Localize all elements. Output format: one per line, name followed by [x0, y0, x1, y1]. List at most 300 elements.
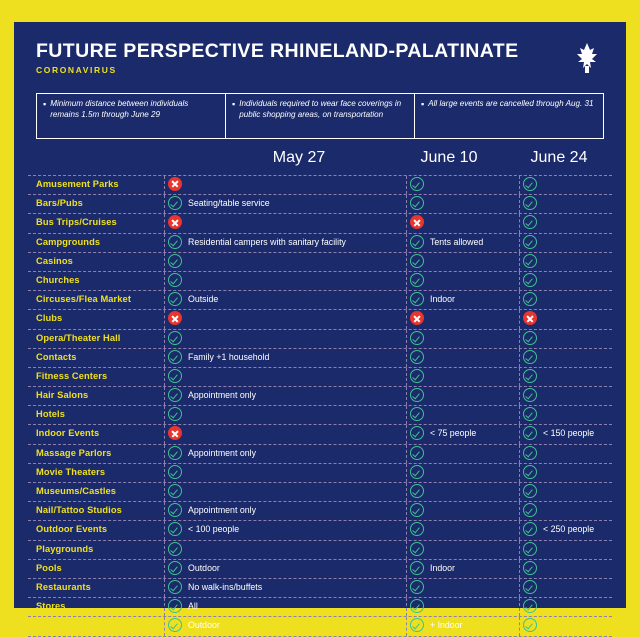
check-icon — [168, 369, 182, 383]
table-cell — [410, 331, 424, 345]
column-divider-3 — [519, 406, 520, 424]
table-cell — [523, 426, 594, 440]
note-text: All large events are cancelled through Aug. 31 — [428, 99, 594, 108]
cell-note: Indoor — [430, 562, 455, 573]
table-cell — [523, 388, 537, 402]
column-divider-3 — [519, 598, 520, 616]
table-cell — [168, 465, 182, 479]
check-icon — [523, 561, 537, 575]
table-row — [28, 368, 612, 387]
table-row — [28, 502, 612, 521]
column-divider-1 — [164, 253, 165, 271]
column-divider-1 — [164, 502, 165, 520]
check-icon — [168, 273, 182, 287]
table-row — [28, 464, 612, 483]
table-cell — [523, 446, 537, 460]
bullet-icon: ▪ — [232, 99, 236, 109]
table-row — [28, 195, 612, 214]
column-divider-2 — [406, 195, 407, 213]
table-cell — [168, 331, 182, 345]
column-divider-3 — [519, 445, 520, 463]
table-row — [28, 425, 612, 444]
table-row — [28, 483, 612, 502]
check-icon — [523, 254, 537, 268]
table-cell — [410, 388, 424, 402]
table-cell — [410, 484, 424, 498]
check-icon — [168, 599, 182, 613]
column-divider-1 — [164, 406, 165, 424]
check-icon — [410, 254, 424, 268]
table-cell — [523, 177, 537, 191]
cell-note: No walk-ins/buffets — [188, 581, 263, 592]
table-cell — [168, 177, 182, 191]
table-cell — [523, 503, 537, 517]
bullet-icon: ▪ — [421, 99, 425, 109]
check-icon — [523, 503, 537, 517]
column-divider-1 — [164, 483, 165, 501]
row-label: Casinos — [36, 255, 73, 266]
table-row — [28, 253, 612, 272]
column-divider-3 — [519, 560, 520, 578]
column-divider-2 — [406, 349, 407, 367]
cell-note: All — [188, 601, 198, 612]
row-label: Hair Salons — [36, 390, 89, 401]
column-divider-1 — [164, 598, 165, 616]
table-cell — [168, 484, 182, 498]
check-icon — [168, 580, 182, 594]
check-icon — [410, 196, 424, 210]
column-divider-3 — [519, 349, 520, 367]
column-divider-3 — [519, 368, 520, 386]
column-divider-2 — [406, 445, 407, 463]
check-icon — [523, 522, 537, 536]
column-divider-2 — [406, 617, 407, 635]
column-divider-3 — [519, 464, 520, 482]
row-label: Restaurants — [36, 581, 91, 592]
table-cell — [523, 599, 537, 613]
table-row — [28, 617, 612, 636]
row-label: Circuses/Flea Market — [36, 294, 132, 305]
table-cell — [168, 599, 198, 613]
column-divider-3 — [519, 521, 520, 539]
eagle-icon — [574, 42, 600, 74]
column-divider-1 — [164, 349, 165, 367]
table-cell — [410, 618, 463, 632]
table-cell — [410, 177, 424, 191]
cell-note: < 100 people — [188, 524, 240, 535]
column-divider-2 — [406, 502, 407, 520]
column-divider-3 — [519, 176, 520, 194]
check-icon — [523, 407, 537, 421]
check-icon — [168, 446, 182, 460]
table-row — [28, 349, 612, 368]
cross-icon — [523, 311, 537, 325]
table-cell — [523, 215, 537, 229]
table-cell — [410, 235, 483, 249]
page-title: FUTURE PERSPECTIVE RHINELAND-PALATINATE — [36, 40, 519, 62]
column-divider-2 — [406, 541, 407, 559]
row-label: Amusement Parks — [36, 179, 119, 189]
column-divider-1 — [164, 214, 165, 232]
table-cell — [410, 465, 424, 479]
check-icon — [410, 561, 424, 575]
column-divider-1 — [164, 195, 165, 213]
check-icon — [523, 618, 537, 632]
row-label: Playgrounds — [36, 543, 94, 554]
column-divider-2 — [406, 406, 407, 424]
table-cell — [168, 407, 182, 421]
table-cell — [168, 446, 256, 460]
check-icon — [410, 273, 424, 287]
column-divider-3 — [519, 253, 520, 271]
table-cell — [168, 542, 182, 556]
check-icon — [410, 331, 424, 345]
table-cell — [523, 542, 537, 556]
row-label: Churches — [36, 274, 80, 285]
table-cell — [168, 522, 239, 536]
table-cell — [168, 196, 270, 210]
column-divider-1 — [164, 445, 165, 463]
table-cell — [168, 369, 182, 383]
column-divider-3 — [519, 291, 520, 309]
check-icon — [523, 215, 537, 229]
check-icon — [410, 426, 424, 440]
cell-note: Residential campers with sanitary facility — [188, 236, 346, 247]
table-cell — [168, 350, 269, 364]
check-icon — [410, 484, 424, 498]
column-divider-3 — [519, 387, 520, 405]
check-icon — [523, 542, 537, 556]
table-cell — [523, 465, 537, 479]
table-cell — [410, 561, 455, 575]
table-cell — [410, 426, 476, 440]
check-icon — [523, 350, 537, 364]
column-divider-2 — [406, 598, 407, 616]
column-divider-2 — [406, 560, 407, 578]
check-icon — [523, 599, 537, 613]
column-divider-2 — [406, 368, 407, 386]
check-icon — [168, 388, 182, 402]
cell-note: < 250 people — [543, 524, 595, 535]
column-divider-3 — [519, 330, 520, 348]
column-divider-3 — [519, 502, 520, 520]
column-divider-2 — [406, 253, 407, 271]
table-cell — [523, 273, 537, 287]
cell-note: Outdoor — [188, 620, 220, 631]
column-divider-1 — [164, 579, 165, 597]
check-icon — [410, 446, 424, 460]
check-icon — [523, 465, 537, 479]
note-item — [226, 94, 415, 138]
table-cell — [410, 542, 424, 556]
table-cell — [410, 369, 424, 383]
column-divider-2 — [406, 272, 407, 290]
table-cell — [168, 503, 256, 517]
row-label: Opera/Theater Hall — [36, 332, 121, 343]
table-cell — [523, 292, 537, 306]
table-cell — [410, 503, 424, 517]
column-divider-2 — [406, 291, 407, 309]
cell-note: Outdoor — [188, 562, 220, 573]
table-cell — [168, 235, 346, 249]
check-icon — [523, 369, 537, 383]
column-divider-2 — [406, 214, 407, 232]
check-icon — [410, 542, 424, 556]
row-label: Clubs — [36, 313, 63, 324]
column-divider-3 — [519, 541, 520, 559]
column-divider-3 — [519, 617, 520, 635]
cell-note: Appointment only — [188, 505, 256, 516]
table-cell — [410, 522, 424, 536]
row-label: Movie Theaters — [36, 466, 106, 477]
table-cell — [523, 369, 537, 383]
table-cell — [523, 254, 537, 268]
column-divider-1 — [164, 521, 165, 539]
column-divider-2 — [406, 387, 407, 405]
check-icon — [523, 484, 537, 498]
cell-note: < 75 people — [430, 428, 477, 439]
cell-note: Appointment only — [188, 390, 256, 401]
row-label: Campgrounds — [36, 236, 101, 247]
check-icon — [168, 522, 182, 536]
note-text: Minimum distance between individuals remains 1.5m through June 29 — [50, 99, 189, 119]
check-icon — [523, 235, 537, 249]
table-cell — [410, 350, 424, 364]
column-divider-1 — [164, 368, 165, 386]
table-row — [28, 560, 612, 579]
cell-note: Tents allowed — [430, 236, 484, 247]
table-cell — [410, 273, 424, 287]
table-cell — [410, 446, 424, 460]
column-divider-1 — [164, 176, 165, 194]
table-cell — [168, 580, 262, 594]
table-cell — [523, 561, 537, 575]
check-icon — [523, 580, 537, 594]
table-row — [28, 310, 612, 329]
table-cell — [410, 196, 424, 210]
table-cell — [410, 215, 424, 229]
table-cell — [168, 273, 182, 287]
check-icon — [168, 331, 182, 345]
check-icon — [168, 407, 182, 421]
cell-note: Family +1 household — [188, 351, 270, 362]
column-divider-1 — [164, 291, 165, 309]
table-row — [28, 387, 612, 406]
row-label: Bars/Pubs — [36, 198, 83, 209]
column-divider-2 — [406, 521, 407, 539]
column-divider-2 — [406, 176, 407, 194]
row-label: Stores — [36, 601, 66, 612]
column-headers — [14, 149, 626, 175]
table-cell — [523, 484, 537, 498]
column-divider-2 — [406, 425, 407, 443]
column-divider-2 — [406, 234, 407, 252]
check-icon — [523, 388, 537, 402]
column-divider-3 — [519, 425, 520, 443]
row-label: Massage Parlors — [36, 447, 112, 458]
row-label: Museums/Castles — [36, 486, 117, 496]
row-label: Fitness Centers — [36, 370, 108, 381]
column-divider-3 — [519, 195, 520, 213]
column-divider-1 — [164, 330, 165, 348]
column-divider-1 — [164, 234, 165, 252]
cross-icon — [168, 177, 182, 191]
table-cell — [168, 292, 218, 306]
table-cell — [410, 599, 424, 613]
column-divider-1 — [164, 310, 165, 328]
cell-note: < 150 people — [543, 428, 595, 439]
check-icon — [523, 426, 537, 440]
column-divider-3 — [519, 483, 520, 501]
column-header-1: May 27 — [272, 149, 326, 166]
check-icon — [410, 388, 424, 402]
check-icon — [523, 196, 537, 210]
table-row — [28, 214, 612, 233]
cell-note: + Indoor — [430, 620, 463, 631]
table-cell — [523, 522, 594, 536]
check-icon — [410, 580, 424, 594]
note-item — [37, 94, 226, 138]
cross-icon — [410, 215, 424, 229]
notes-row — [36, 93, 604, 139]
table-cell — [168, 618, 220, 632]
table-cell — [410, 311, 424, 325]
check-icon — [410, 503, 424, 517]
table-row — [28, 579, 612, 598]
cross-icon — [168, 426, 182, 440]
cell-note: Indoor — [430, 294, 455, 305]
check-icon — [168, 542, 182, 556]
table-row — [28, 291, 612, 310]
check-icon — [410, 292, 424, 306]
cross-icon — [168, 215, 182, 229]
check-icon — [168, 292, 182, 306]
bullet-icon: ▪ — [43, 99, 47, 109]
column-divider-3 — [519, 272, 520, 290]
table-cell — [523, 580, 537, 594]
cell-note: Seating/table service — [188, 198, 270, 209]
column-divider-3 — [519, 310, 520, 328]
note-text: Individuals required to wear face coverings in public shopping areas, on transportation — [239, 99, 402, 119]
check-icon — [410, 522, 424, 536]
poster-header — [14, 22, 626, 81]
row-label: Nail/Tattoo Studios — [36, 505, 122, 516]
row-label: Indoor Events — [36, 428, 100, 439]
row-label: Outdoor Events — [36, 524, 108, 535]
column-divider-1 — [164, 425, 165, 443]
column-divider-2 — [406, 330, 407, 348]
check-icon — [410, 177, 424, 191]
table-cell — [523, 311, 537, 325]
table-cell — [410, 407, 424, 421]
check-icon — [410, 618, 424, 632]
check-icon — [168, 235, 182, 249]
check-icon — [168, 503, 182, 517]
check-icon — [523, 446, 537, 460]
check-icon — [410, 407, 424, 421]
table-cell — [410, 580, 424, 594]
check-icon — [410, 235, 424, 249]
table-row — [28, 406, 612, 425]
table-row — [28, 234, 612, 253]
check-icon — [168, 484, 182, 498]
cross-icon — [410, 311, 424, 325]
table-row — [28, 541, 612, 560]
check-icon — [523, 273, 537, 287]
table-cell — [523, 331, 537, 345]
table-cell — [168, 561, 220, 575]
column-divider-3 — [519, 214, 520, 232]
table-cell — [523, 407, 537, 421]
check-icon — [168, 618, 182, 632]
column-divider-1 — [164, 560, 165, 578]
row-label: Hotels — [36, 409, 66, 420]
row-label: Contacts — [36, 351, 77, 362]
table-row — [28, 445, 612, 464]
table-cell — [523, 618, 537, 632]
column-divider-1 — [164, 464, 165, 482]
table-cell — [410, 292, 455, 306]
poster — [14, 22, 626, 631]
row-label: Zoos — [36, 620, 59, 631]
restrictions-table — [28, 175, 612, 637]
check-icon — [523, 292, 537, 306]
check-icon — [410, 369, 424, 383]
column-divider-2 — [406, 310, 407, 328]
table-row — [28, 598, 612, 617]
column-divider-2 — [406, 464, 407, 482]
check-icon — [168, 561, 182, 575]
table-cell — [410, 254, 424, 268]
table-row — [28, 272, 612, 291]
column-divider-1 — [164, 272, 165, 290]
table-row — [28, 175, 612, 195]
check-icon — [410, 350, 424, 364]
column-header-2: June 10 — [420, 149, 478, 166]
cell-note: Appointment only — [188, 447, 256, 458]
column-divider-2 — [406, 579, 407, 597]
column-divider-1 — [164, 541, 165, 559]
column-divider-1 — [164, 387, 165, 405]
check-icon — [523, 331, 537, 345]
check-icon — [410, 599, 424, 613]
column-divider-3 — [519, 579, 520, 597]
row-label: Pools — [36, 562, 62, 573]
table-row — [28, 330, 612, 349]
check-icon — [168, 350, 182, 364]
table-cell — [168, 215, 182, 229]
table-cell — [168, 388, 256, 402]
cross-icon — [168, 311, 182, 325]
check-icon — [523, 177, 537, 191]
check-icon — [168, 465, 182, 479]
row-label: Bus Trips/Cruises — [36, 217, 117, 228]
table-cell — [523, 235, 537, 249]
page-subtitle: CORONAVIRUS — [36, 65, 117, 75]
column-header-3: June 24 — [530, 149, 588, 166]
check-icon — [168, 196, 182, 210]
table-cell — [523, 196, 537, 210]
check-icon — [410, 465, 424, 479]
table-cell — [168, 311, 182, 325]
column-divider-1 — [164, 617, 165, 635]
table-row — [28, 521, 612, 540]
note-item — [415, 94, 603, 138]
check-icon — [168, 254, 182, 268]
table-cell — [523, 350, 537, 364]
column-divider-3 — [519, 234, 520, 252]
column-divider-2 — [406, 483, 407, 501]
